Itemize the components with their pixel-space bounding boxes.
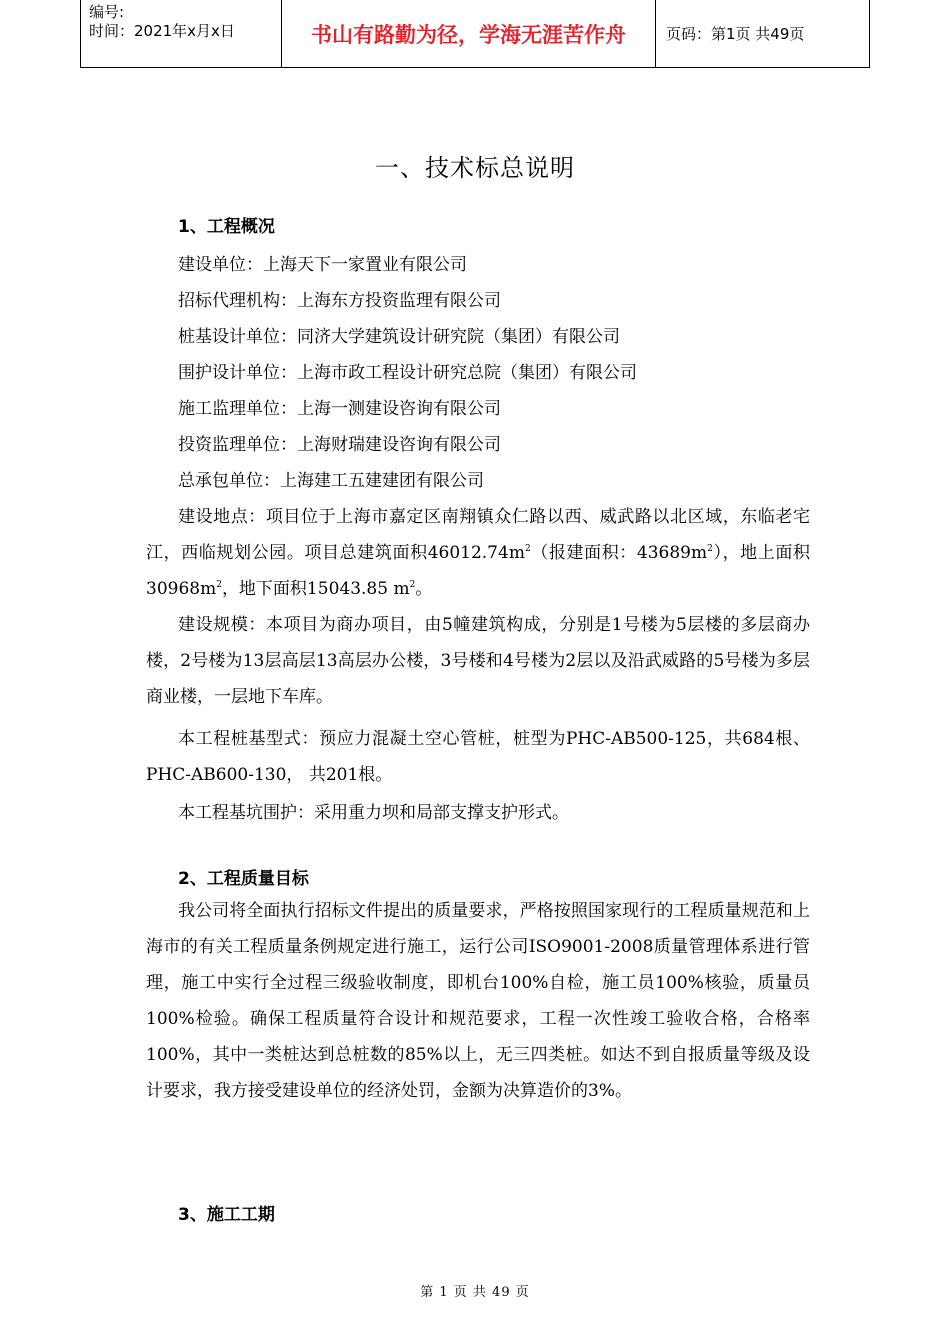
item-support-design: 围护设计单位：上海市政工程设计研究总院（集团）有限公司 (178, 363, 637, 383)
section3-heading: 3、施工工期 (178, 1205, 275, 1225)
quality-paragraph: 我公司将全面执行招标文件提出的质量要求，严格按照国家现行的工程质量规范和上海市的有关工程质量条例规定进行施工，运行公司ISO9001-2008质量管理体系进行管理，施工中实行全过程三级验收制度，即机台100%自检，施工员100%核验，质量员100%检验。确保工程质量符合设计和规范要求，工程一次性竣工验收合格，合格率 100%，其中一类桩达到总桩数的85%以上，无三四类桩。如达不到自报质量等级及设计要求，我方接受建设单位的经济处罚，金额为决算造价的3%。 (146, 901, 810, 1101)
time-label: 时间：2021年x月x日 (89, 22, 235, 40)
section1-heading: 1、工程概况 (178, 217, 275, 237)
number-label: 编号: (89, 3, 125, 21)
header-meta (81, 0, 282, 67)
pile-paragraph: 本工程桩基型式：预应力混凝土空心管桩，桩型为PHC-AB500-125，共684根、PHC-AB600-130， 共201根。 (146, 729, 810, 785)
pit-paragraph: 本工程基坑围护：采用重力坝和局部支撑支护形式。 (178, 803, 569, 823)
item-agency: 招标代理机构：上海东方投资监理有限公司 (178, 291, 501, 311)
item-pile-design: 桩基设计单位：同济大学建筑设计研究院（集团）有限公司 (178, 327, 620, 347)
item-supervision: 施工监理单位：上海一测建设咨询有限公司 (178, 399, 501, 419)
header-page-info: 页码：第1页 共49页 (666, 25, 805, 43)
item-contractor: 总承包单位：上海建工五建建团有限公司 (178, 471, 484, 491)
item-owner: 建设单位：上海天下一家置业有限公司 (178, 255, 467, 275)
page-footer: 第 1 页 共 49 页 (420, 1285, 530, 1300)
scale-paragraph: 建设规模：本项目为商办项目，由5幢建筑构成，分别是1号楼为5层楼的多层商办楼，2号楼为13层高层13高层办公楼，3号楼和4号楼为2层以及沿武威路的5号楼为多层商业楼，一层地下车库。 (146, 615, 810, 707)
header-table (80, 0, 870, 68)
page-title: 一、技术标总说明 (375, 154, 575, 182)
section2-heading: 2、工程质量目标 (178, 869, 309, 889)
header-motto: 书山有路勤为径，学海无涯苦作舟 (282, 0, 656, 67)
location-paragraph: 建设地点：项目位于上海市嘉定区南翔镇众仁路以西、威武路以北区域，东临老宅江，西临规划公园。项目总建筑面积$46012.74m^2$（报建面积：$43689m^2$），地上面积$30968m^2$，地下面积15043.85 $m^2$。 (146, 507, 810, 599)
item-investment: 投资监理单位：上海财瑞建设咨询有限公司 (178, 435, 501, 455)
